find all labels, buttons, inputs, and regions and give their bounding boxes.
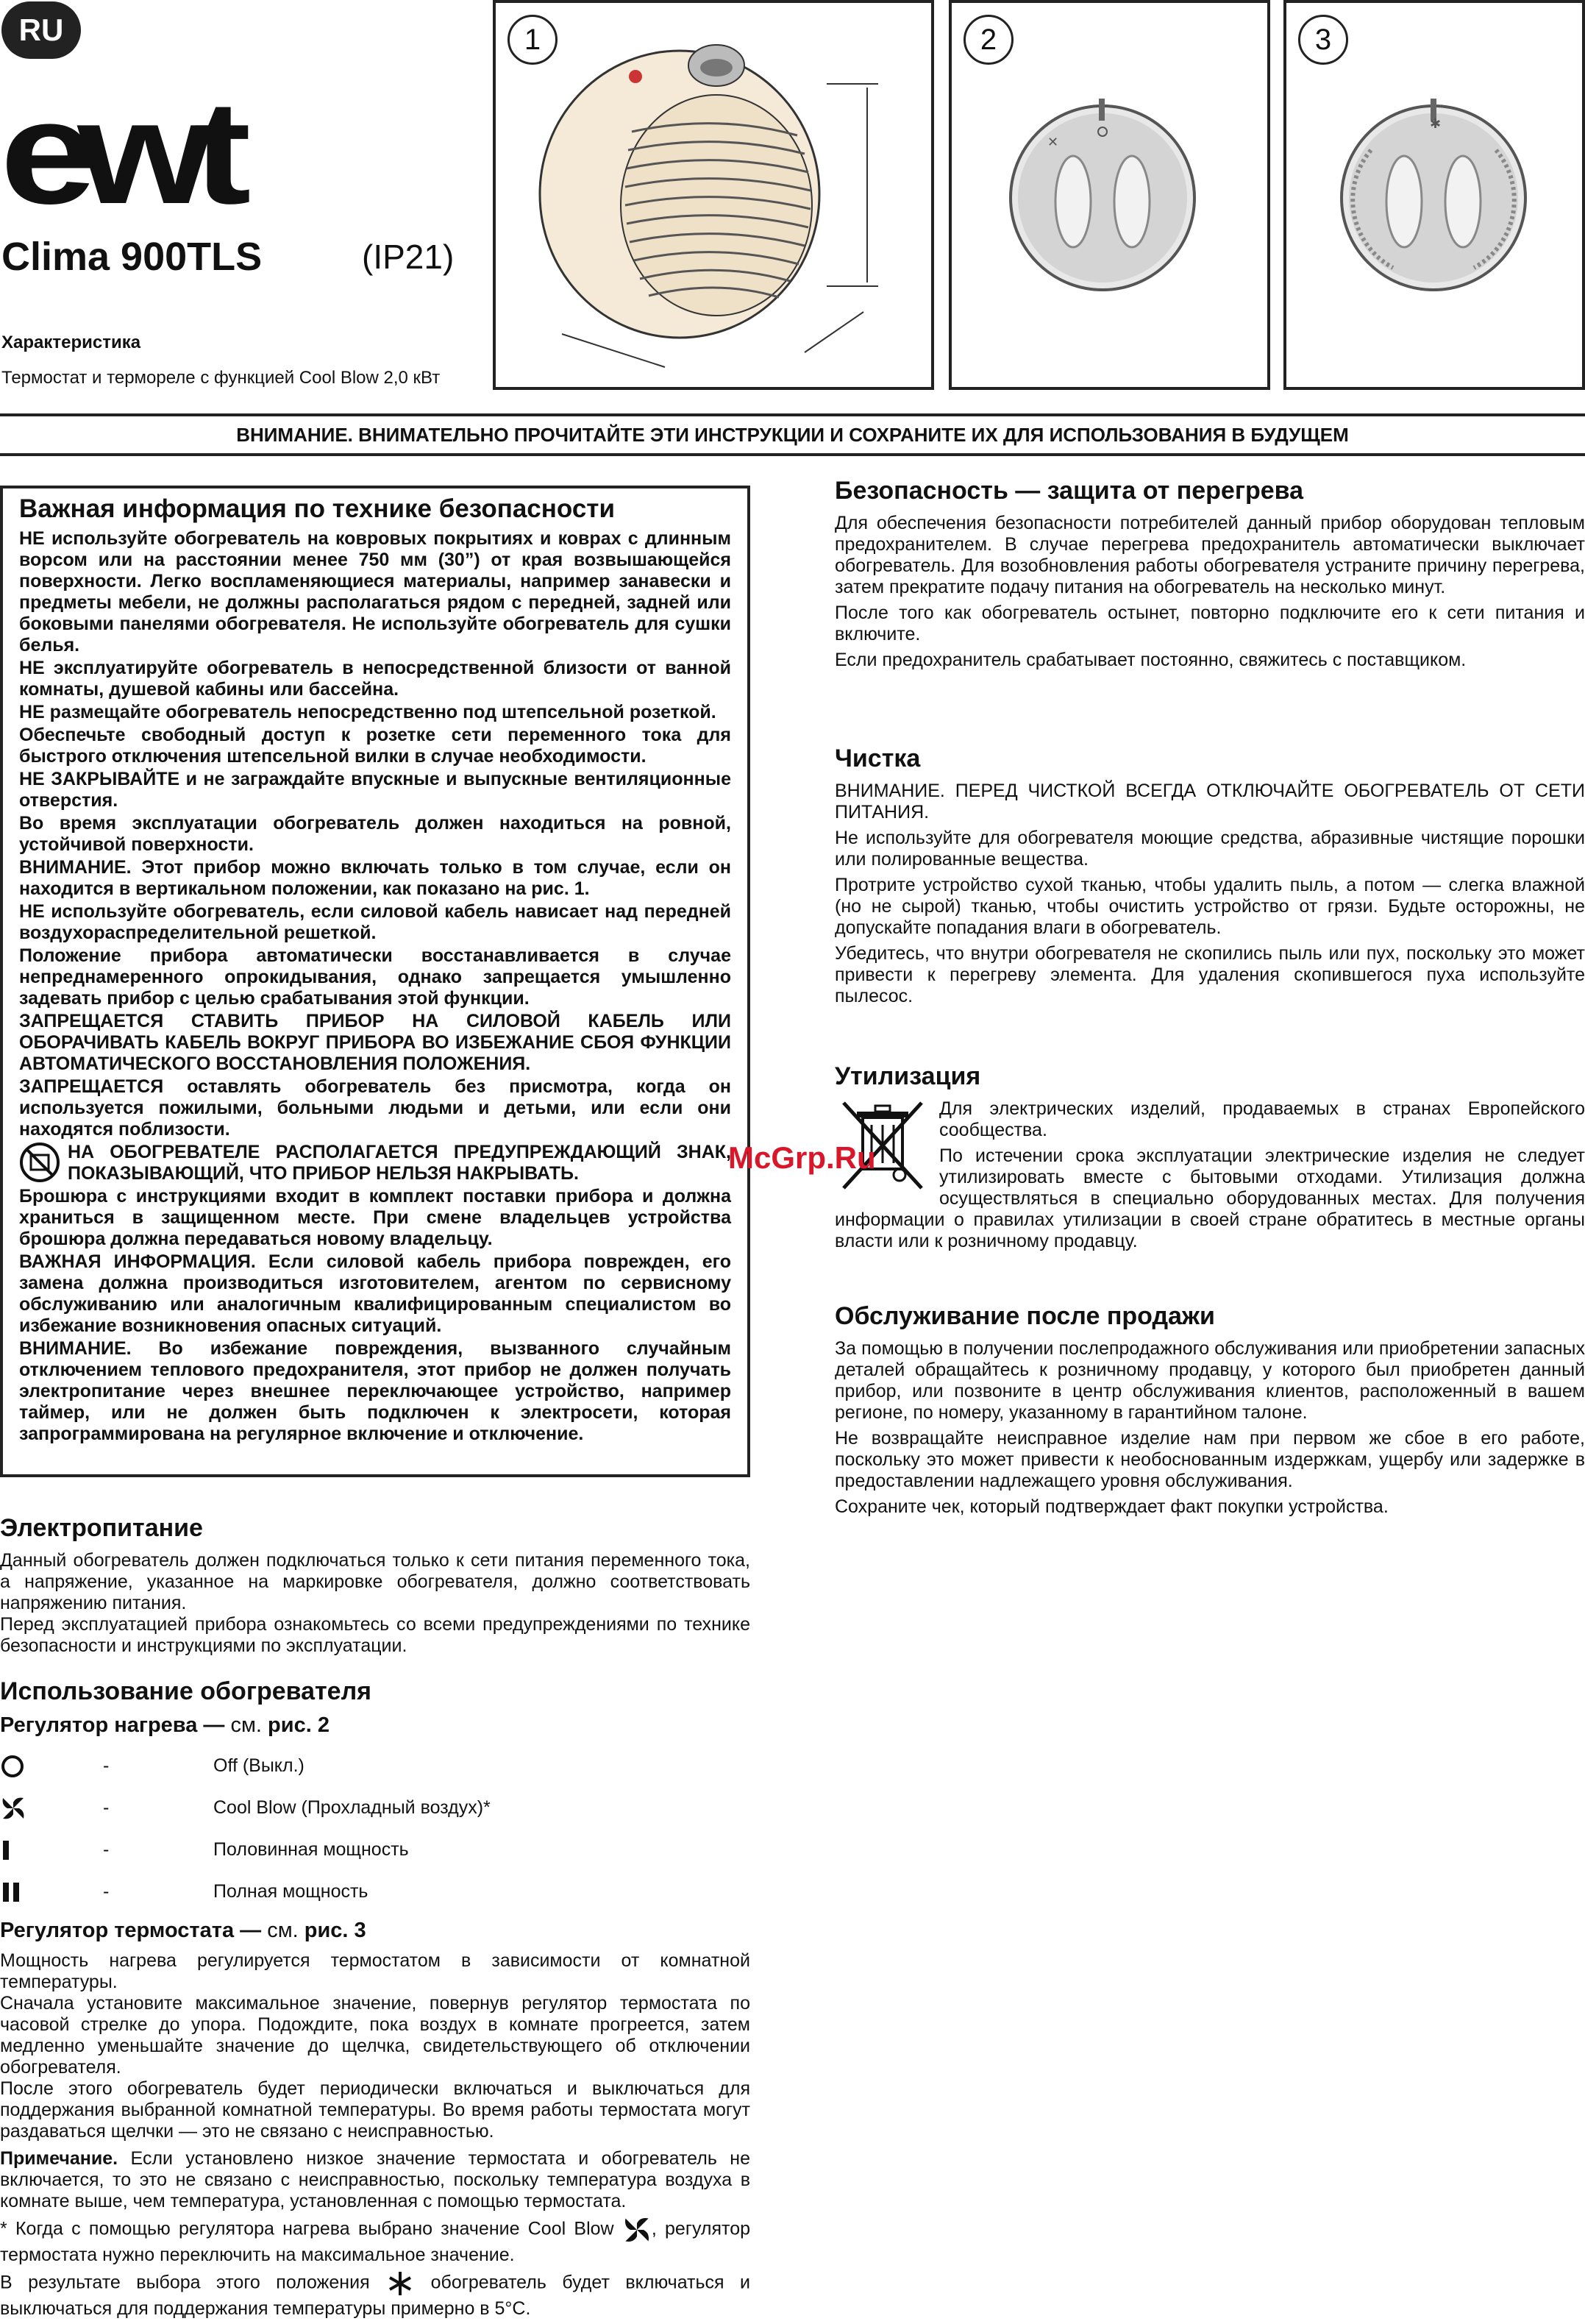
heat-dial-icon [952,3,1267,387]
figure-number: 2 [964,15,1014,65]
language-badge: RU [1,1,81,59]
see-label: см. [224,1713,268,1737]
thermostat-p2: Сначала установите максимальное значение, повернув регулятор термостата по часовой стрелке до упора. Подождите, пока воздух в комнате прогреется, затем медленно уменьшайте значение до щелчка, свидетельствующего об отключении обогревателя. [0,1993,750,2078]
see-label: см. [261,1919,304,1942]
svg-text:✕: ✕ [1047,135,1059,149]
cleaning-p4: Убедитесь, что внутри обогревателя не скопились пыль или пух, поскольку это может привести к перегреву элемента. Для удаления скопившегося пуха используйте пылесос. [835,943,1585,1006]
frost-icon [385,2269,415,2298]
safety-paragraph: Брошюра с инструкциями входит в комплект поставки прибора и должна храниться в защищенном месте. При смене владельцев устройства брошюра должна передаваться новому владельцу. [19,1186,731,1249]
full-power-icon [0,1880,25,1905]
mode-label: Половинная мощность [213,1839,409,1860]
figure-3 [1283,0,1585,390]
figure-number: 3 [1298,15,1348,65]
mode-label: Cool Blow (Прохладный воздух)* [213,1797,491,1818]
safety-paragraph: ВАЖНАЯ ИНФОРМАЦИЯ. Если силовой кабель прибора поврежден, его замена должна производиться изготовителем, агентом по сервисному обслуживанию или аналогичным квалифицированным специалистом во избежание возникновения опасных ситуаций. [19,1251,731,1336]
service-p1: За помощью в получении послепродажного обслуживания или приобретении запасных деталей обращайтесь к розничному продавцу, у которого был приобретен данный прибор, или позвоните в центр обслуживания клиентов, расположенный в вашем регионе, по номеру, указанному в гарантийном талоне. [835,1338,1585,1423]
power-title: Электропитание [0,1514,203,1542]
safety-paragraph: Обеспечьте свободный доступ к розетке сети переменного тока для быстрого отключения штепсельной вилки в случае необходимости. [19,725,731,767]
safety-paragraph: НА ОБОГРЕВАТЕЛЕ РАСПОЛАГАЕТСЯ ПРЕДУПРЕЖДАЮЩИЙ ЗНАК, ПОКАЗЫВАЮЩИЙ, ЧТО ПРИБОР НЕЛЬЗЯ НАКРЫВАТЬ. [68,1142,731,1184]
heat-regulator-title [0,1713,750,1738]
usage-section [0,1677,750,2324]
mode-row [0,1787,750,1829]
safety-paragraph: ВНИМАНИЕ. Этот прибор можно включать только в том случае, если он находится в вертикальном положении, как показано на рис. 1. [19,857,731,899]
overheat-section [835,477,1585,675]
disposal-title: Утилизация [835,1062,981,1090]
safety-paragraph: ВНИМАНИЕ. Во избежание повреждения, вызванного случайным отключением теплового предохранителя, этот прибор не должен получать электропитание через внешнее переключающее устройство, например таймер, или не должен быть подключен к электросети, которая запрограммирована на регулярное включение и отключение. [19,1338,731,1444]
safety-paragraph: Положение прибора автоматически восстанавливается в случае непреднамеренного опрокидывания, однако запрещается умышленно задевать прибор с целью срабатывания этой функции. [19,945,731,1009]
watermark: McGrp.Ru [728,1140,876,1175]
thermostat-p1: Мощность нагрева регулируется термостатом в зависимости от комнатной температуры. [0,1950,750,1992]
thermostat-regulator-title [0,1919,750,1943]
note-paragraph [0,2148,750,2212]
usage-title: Использование обогревателя [0,1677,372,1705]
safety-paragraph: НЕ используйте обогреватель на ковровых покрытиях и коврах с длинным ворсом или на расстоянии менее 750 мм (30”) от края возвышающейся поверхности. Легко воспламеняющиеся материалы, например занавески и предметы мебели, не должны располагаться рядом с передней, задней или боковыми панелями обогревателя. Не используйте обогреватель для сушки белья. [19,528,731,655]
characteristics-desc: Термостат и термореле с функцией Cool Blow 2,0 кВт [1,368,441,388]
service-section [835,1302,1585,1522]
heat-regulator-label: Регулятор нагрева — [0,1713,225,1737]
overheat-p2: После того как обогреватель остынет, повторно подключите его к сети питания и включите. [835,603,1585,644]
off-circle-icon [0,1754,25,1779]
overheat-title: Безопасность — защита от перегрева [835,477,1304,505]
mode-row [0,1829,750,1871]
note-text: Если установлено низкое значение термостата и обогреватель не включается, то это не связано с неисправностью, поскольку температура воздуха в комнате выше, чем температура, установленная с помощью термостата. [0,2148,750,2211]
svg-text:✱: ✱ [1430,116,1442,131]
figure-2 [949,0,1270,390]
safety-box [0,486,750,1477]
fan-icon [0,1795,26,1822]
mode-label: Полная мощность [213,1881,368,1902]
fan-icon [622,2215,652,2245]
mode-dash: - [103,1797,110,1818]
model-title: Clima 900TLS [1,235,263,279]
cleaning-p2: Не используйте для обогревателя моющие средства, абразивные чистящие порошки или полированные вещества. [835,828,1585,870]
cleaning-section [835,745,1585,1012]
service-title: Обслуживание после продажи [835,1302,1215,1330]
overheat-p1: Для обеспечения безопасности потребителей данный прибор оборудован тепловым предохранителем. В случае перегрева предохранитель автоматически выключает обогреватель. Для возобновления работы обогревателя устраните причину перегрева, затем прекратите подачу питания на обогреватель на несколько минут. [835,513,1585,597]
mode-dash: - [103,1839,110,1860]
do-not-cover-icon [19,1142,60,1183]
mode-dash: - [103,1755,110,1776]
thermostat-dial-icon [1286,3,1582,387]
figure-ref: рис. 3 [304,1919,366,1942]
half-power-icon [0,1838,15,1863]
cleaning-title: Чистка [835,745,921,772]
characteristics-title: Характеристика [1,333,141,352]
figure-1 [493,0,934,390]
frost-note-b: обогреватель будет включаться и выключаться для поддержания температуры примерно в 5°С. [0,2272,751,2319]
mode-row [0,1745,750,1787]
safety-paragraph: НЕ ЗАКРЫВАЙТЕ и не заграждайте впускные и выпускные вентиляционные отверстия. [19,769,731,811]
safety-paragraph: НЕ эксплуатируйте обогреватель в непосредственной близости от ванной комнаты, душевой кабины или бассейна. [19,658,731,700]
disposal-p1: Для электрических изделий, продаваемых в странах Европейского сообщества. [939,1098,1585,1140]
safety-title: Важная информация по технике безопасности [19,494,615,523]
service-p2: Не возвращайте неисправное изделие нам при первом же сбое в его работе, поскольку это может привести к необоснованным издержкам, ущербу или задержке в предоставлении надлежащего уровня обслуживания. [835,1428,1585,1491]
mode-label: Off (Выкл.) [213,1755,304,1776]
disposal-section [835,1062,1585,1257]
ip-rating: (IP21) [362,238,455,276]
cool-blow-note [0,2215,750,2266]
cool-blow-note-b: , регулятор термостата нужно переключить на максимальное значение. [0,2218,750,2265]
safety-paragraph: НЕ используйте обогреватель, если силовой кабель нависает над передней воздухораспределительной решеткой. [19,901,731,943]
frost-note-a: В результате выбора этого положения [0,2272,386,2293]
cleaning-p3: Протрите устройство сухой тканью, чтобы удалить пыль, а потом — слегка влажной (но не сырой) тканью, чтобы очистить устройство от грязи. Будьте осторожны, не допускайте попадания влаги в обогреватель. [835,875,1585,938]
warning-bar: ВНИМАНИЕ. ВНИМАТЕЛЬНО ПРОЧИТАЙТЕ ЭТИ ИНСТРУКЦИИ И СОХРАНИТЕ ИХ ДЛЯ ИСПОЛЬЗОВАНИЯ В БУДУЩЕМ [0,413,1585,456]
safety-paragraph: ЗАПРЕЩАЕТСЯ оставлять обогреватель без присмотра, когда он используется пожилыми, больными людьми и детьми, или если они находятся поблизости. [19,1076,731,1140]
service-p3: Сохраните чек, который подтверждает факт покупки устройства. [835,1496,1389,1517]
figure-number: 1 [507,15,558,65]
frost-note [0,2269,750,2320]
cool-blow-note-a: * Когда с помощью регулятора нагрева выбрано значение Cool Blow [0,2218,622,2239]
thermostat-p3: После этого обогреватель будет периодически включаться и выключаться для поддержания выбранной комнатной температуры. Во время работы термостата могут раздаваться щелчки — это не связано с неисправностью. [0,2078,750,2142]
brand-logo: ewt [0,71,232,235]
disposal-p2: По истечении срока эксплуатации электрические изделия не следует утилизировать вместе с бытовыми отходами. Утилизация должна осуществляться в специально оборудованных местах. Для получения информации о правилах утилизации в своей стране обратитесь в местные органы власти или к розничному продавцу. [835,1145,1585,1251]
mode-list [0,1745,750,1913]
heater-icon [496,3,931,387]
safety-paragraph: НЕ размещайте обогреватель непосредственно под штепсельной розеткой. [19,702,716,722]
thermostat-regulator-label: Регулятор термостата — [0,1919,262,1942]
do-not-cover-row [19,1142,731,1186]
overheat-p3: Если предохранитель срабатывает постоянно, свяжитесь с поставщиком. [835,650,1467,670]
power-p2: Перед эксплуатацией прибора ознакомьтесь со всеми предупреждениями по технике безопасности и инструкциями по эксплуатации. [0,1614,750,1656]
note-label: Примечание. [0,2148,118,2169]
power-section [0,1514,750,1661]
power-p1: Данный обогреватель должен подключаться только к сети питания переменного тока, а напряжение, указанное на маркировке обогревателя, должно соответствовать напряжению питания. [0,1550,750,1613]
cleaning-p1: ВНИМАНИЕ. ПЕРЕД ЧИСТКОЙ ВСЕГДА ОТКЛЮЧАЙТЕ ОБОГРЕВАТЕЛЬ ОТ СЕТИ ПИТАНИЯ. [835,781,1585,822]
mode-dash: - [103,1881,110,1902]
safety-paragraph: Во время эксплуатации обогреватель должен находиться на ровной, устойчивой поверхности. [19,813,731,855]
figure-ref: рис. 2 [268,1713,330,1737]
mode-row [0,1871,750,1913]
safety-paragraph: ЗАПРЕЩАЕТСЯ СТАВИТЬ ПРИБОР НА СИЛОВОЙ КАБЕЛЬ ИЛИ ОБОРАЧИВАТЬ КАБЕЛЬ ВОКРУГ ПРИБОРА ВО ИЗБЕЖАНИЕ СБОЯ ФУНКЦИИ АВТОМАТИЧЕСКОГО ВОССТАНОВЛЕНИЯ ПОЛОЖЕНИЯ. [19,1011,731,1074]
